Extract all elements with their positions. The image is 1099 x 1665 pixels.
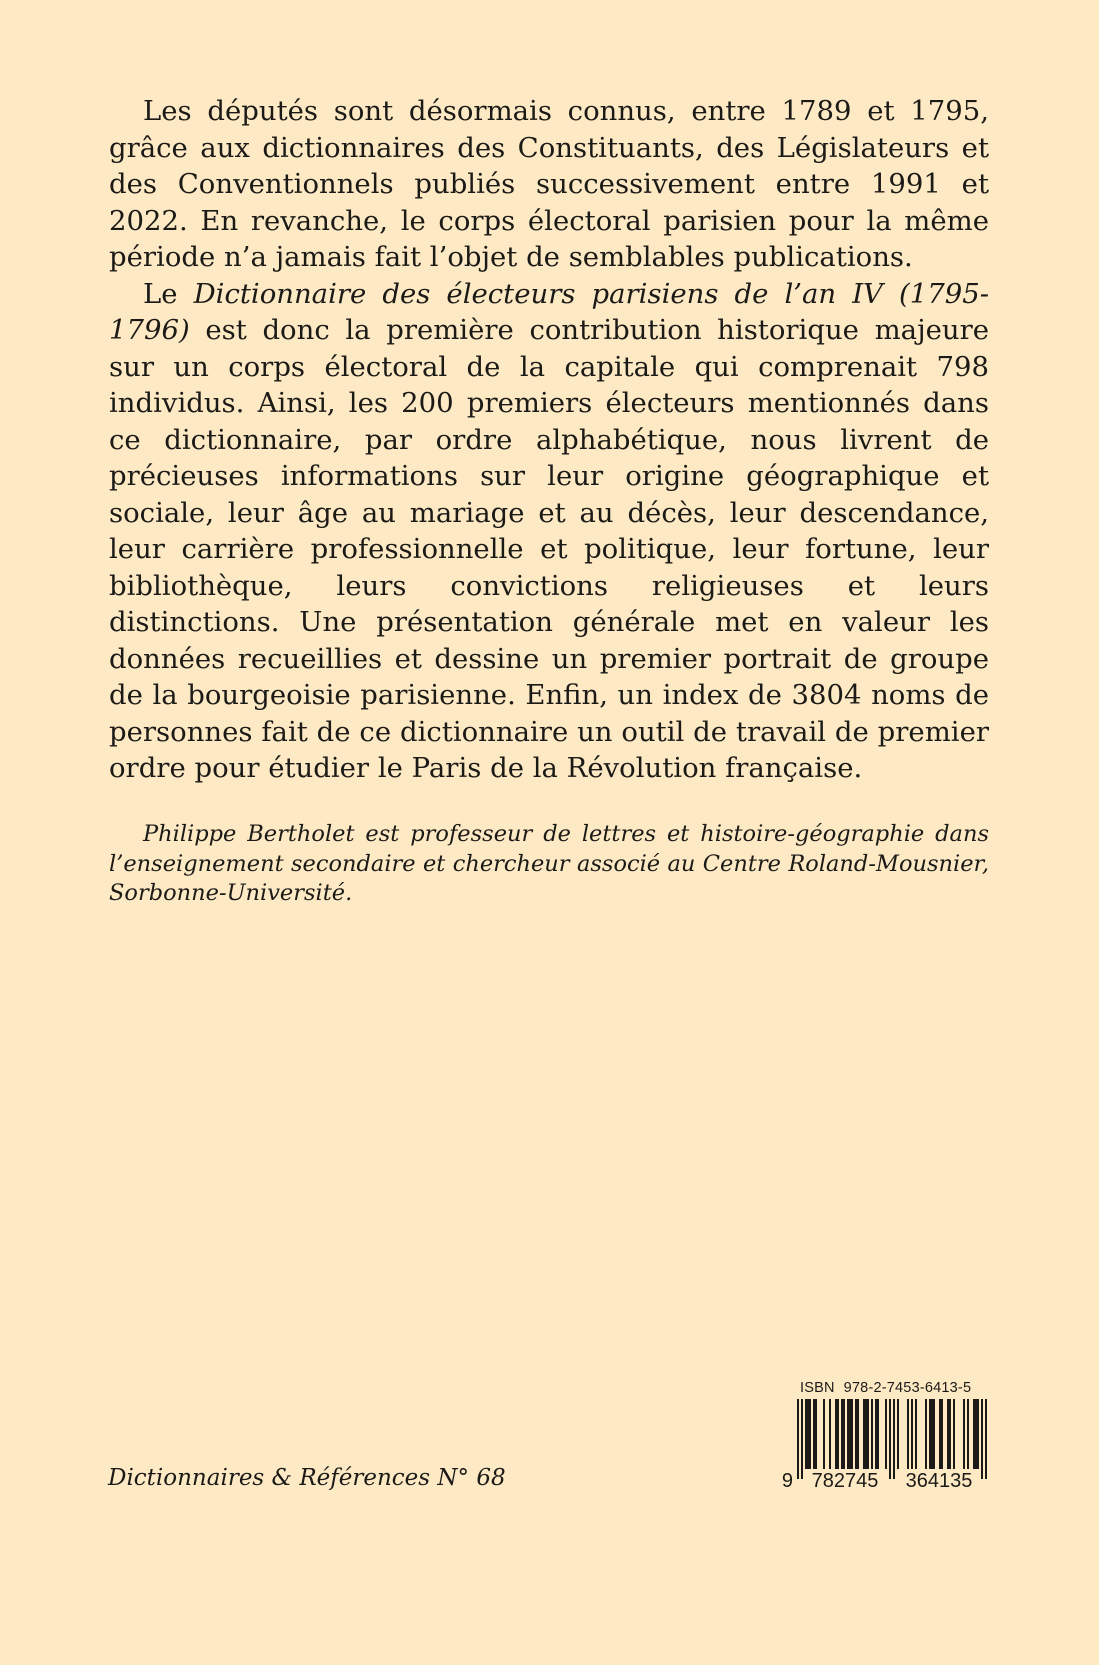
barcode-bar bbox=[877, 1399, 879, 1469]
barcode-bar bbox=[947, 1399, 949, 1469]
barcode-bar bbox=[867, 1399, 869, 1469]
barcode-bar bbox=[829, 1399, 831, 1469]
barcode-bar bbox=[963, 1399, 965, 1469]
back-cover-blurb bbox=[109, 93, 989, 787]
barcode-bar bbox=[875, 1399, 877, 1469]
blurb-paragraph-1-text: Les députés sont désormais connus, entre 1789 et 1795, grâce aux dictionnaires des Constituants, des Législateurs et des Conventionnels publiés successivement entre 1991 et 2022. En revanche, le corps électoral parisien pour la même période n’a jamais fait l’objet de semblables publications. bbox=[109, 95, 989, 273]
book-title: Dictionnaire des électeurs parisiens de l’an IV (1795-1796) bbox=[109, 277, 989, 346]
barcode-bar bbox=[953, 1399, 955, 1469]
barcode-bar bbox=[807, 1399, 809, 1469]
blurb-paragraph-1 bbox=[109, 93, 989, 276]
barcode-bar bbox=[967, 1399, 969, 1469]
blurb-paragraph-2 bbox=[109, 276, 989, 787]
barcode-bar bbox=[843, 1399, 845, 1469]
isbn-line bbox=[800, 1380, 986, 1396]
barcode-bar bbox=[907, 1399, 909, 1469]
barcode-bar bbox=[849, 1399, 851, 1469]
series-name: Dictionnaires & Références N° 68 bbox=[108, 1465, 506, 1491]
barcode-icon bbox=[776, 1399, 988, 1492]
barcode-bar bbox=[871, 1399, 873, 1469]
barcode-bar bbox=[939, 1399, 941, 1469]
barcode-bar bbox=[823, 1399, 825, 1469]
barcode-digit-first: 9 bbox=[781, 1470, 793, 1492]
barcode-bar bbox=[925, 1399, 927, 1469]
barcode-bar bbox=[815, 1399, 817, 1469]
barcode-bar bbox=[931, 1399, 933, 1469]
barcode-bar bbox=[973, 1399, 975, 1469]
barcode-bar bbox=[865, 1399, 867, 1469]
barcode-bar bbox=[941, 1399, 943, 1469]
barcode-bar bbox=[863, 1399, 865, 1469]
barcode-bar bbox=[975, 1399, 977, 1469]
barcode-bar bbox=[949, 1399, 951, 1469]
isbn-number: 978-2-7453-6413-5 bbox=[843, 1380, 972, 1396]
isbn-label: ISBN bbox=[800, 1380, 835, 1396]
barcode-bar bbox=[801, 1399, 803, 1479]
barcode-bar bbox=[889, 1399, 891, 1479]
barcode-bar bbox=[893, 1399, 895, 1479]
barcode-bar bbox=[855, 1399, 857, 1469]
isbn-barcode bbox=[776, 1380, 988, 1492]
barcode-bar bbox=[813, 1399, 815, 1469]
barcode-bar bbox=[809, 1399, 811, 1469]
blurb-paragraph-2-text: est donc la première contribution historique majeure sur un corps électoral de la capitale qui comprenait 798 individus. Ainsi, les 200 premiers électeurs mentionnés dans ce dictionnaire, par ordre alphabétique, nous livrent de précieuses informations sur leur origine géographique et sociale, leur âge au mariage et au décès, leur descendance, leur carrière professionnelle et politique, leur fortune, leur bibliothèque, leurs convictions religieuses et leurs distinctions. Une présentation générale met en valeur les données recueillies et dessine un premier portrait de groupe de la bourgeoisie parisienne. Enfin, un index de 3804 noms de personnes fait de ce dictionnaire un outil de travail de premier ordre pour étudier le Paris de la Révolution française. bbox=[109, 314, 989, 784]
barcode-bar bbox=[805, 1399, 807, 1469]
barcode-digits-right: 364135 bbox=[905, 1470, 973, 1492]
barcode-bar bbox=[915, 1399, 917, 1469]
barcode-bar bbox=[847, 1399, 849, 1469]
barcode-bar bbox=[851, 1399, 853, 1469]
barcode-bar bbox=[837, 1399, 839, 1469]
barcode-bar bbox=[897, 1399, 899, 1469]
barcode-bar bbox=[797, 1399, 799, 1479]
barcode-bar bbox=[835, 1399, 837, 1469]
barcode-bar bbox=[841, 1399, 843, 1469]
barcode-bar bbox=[977, 1399, 979, 1469]
blurb-paragraph-2-lead: Le bbox=[143, 277, 194, 310]
barcode-bar bbox=[981, 1399, 983, 1479]
barcode-bar bbox=[911, 1399, 913, 1469]
barcode-bar bbox=[933, 1399, 935, 1469]
barcode-bar bbox=[985, 1399, 987, 1479]
author-bio: Philippe Bertholet est professeur de lettres et histoire-géographie dans l’enseignement secondaire et chercheur associé au Centre Roland-Mousnier, Sorbonne-Université. bbox=[109, 821, 989, 906]
barcode-bar bbox=[929, 1399, 931, 1469]
barcode-bar bbox=[857, 1399, 859, 1469]
barcode-digits-left: 782745 bbox=[811, 1470, 879, 1492]
barcode-bar bbox=[885, 1399, 887, 1469]
